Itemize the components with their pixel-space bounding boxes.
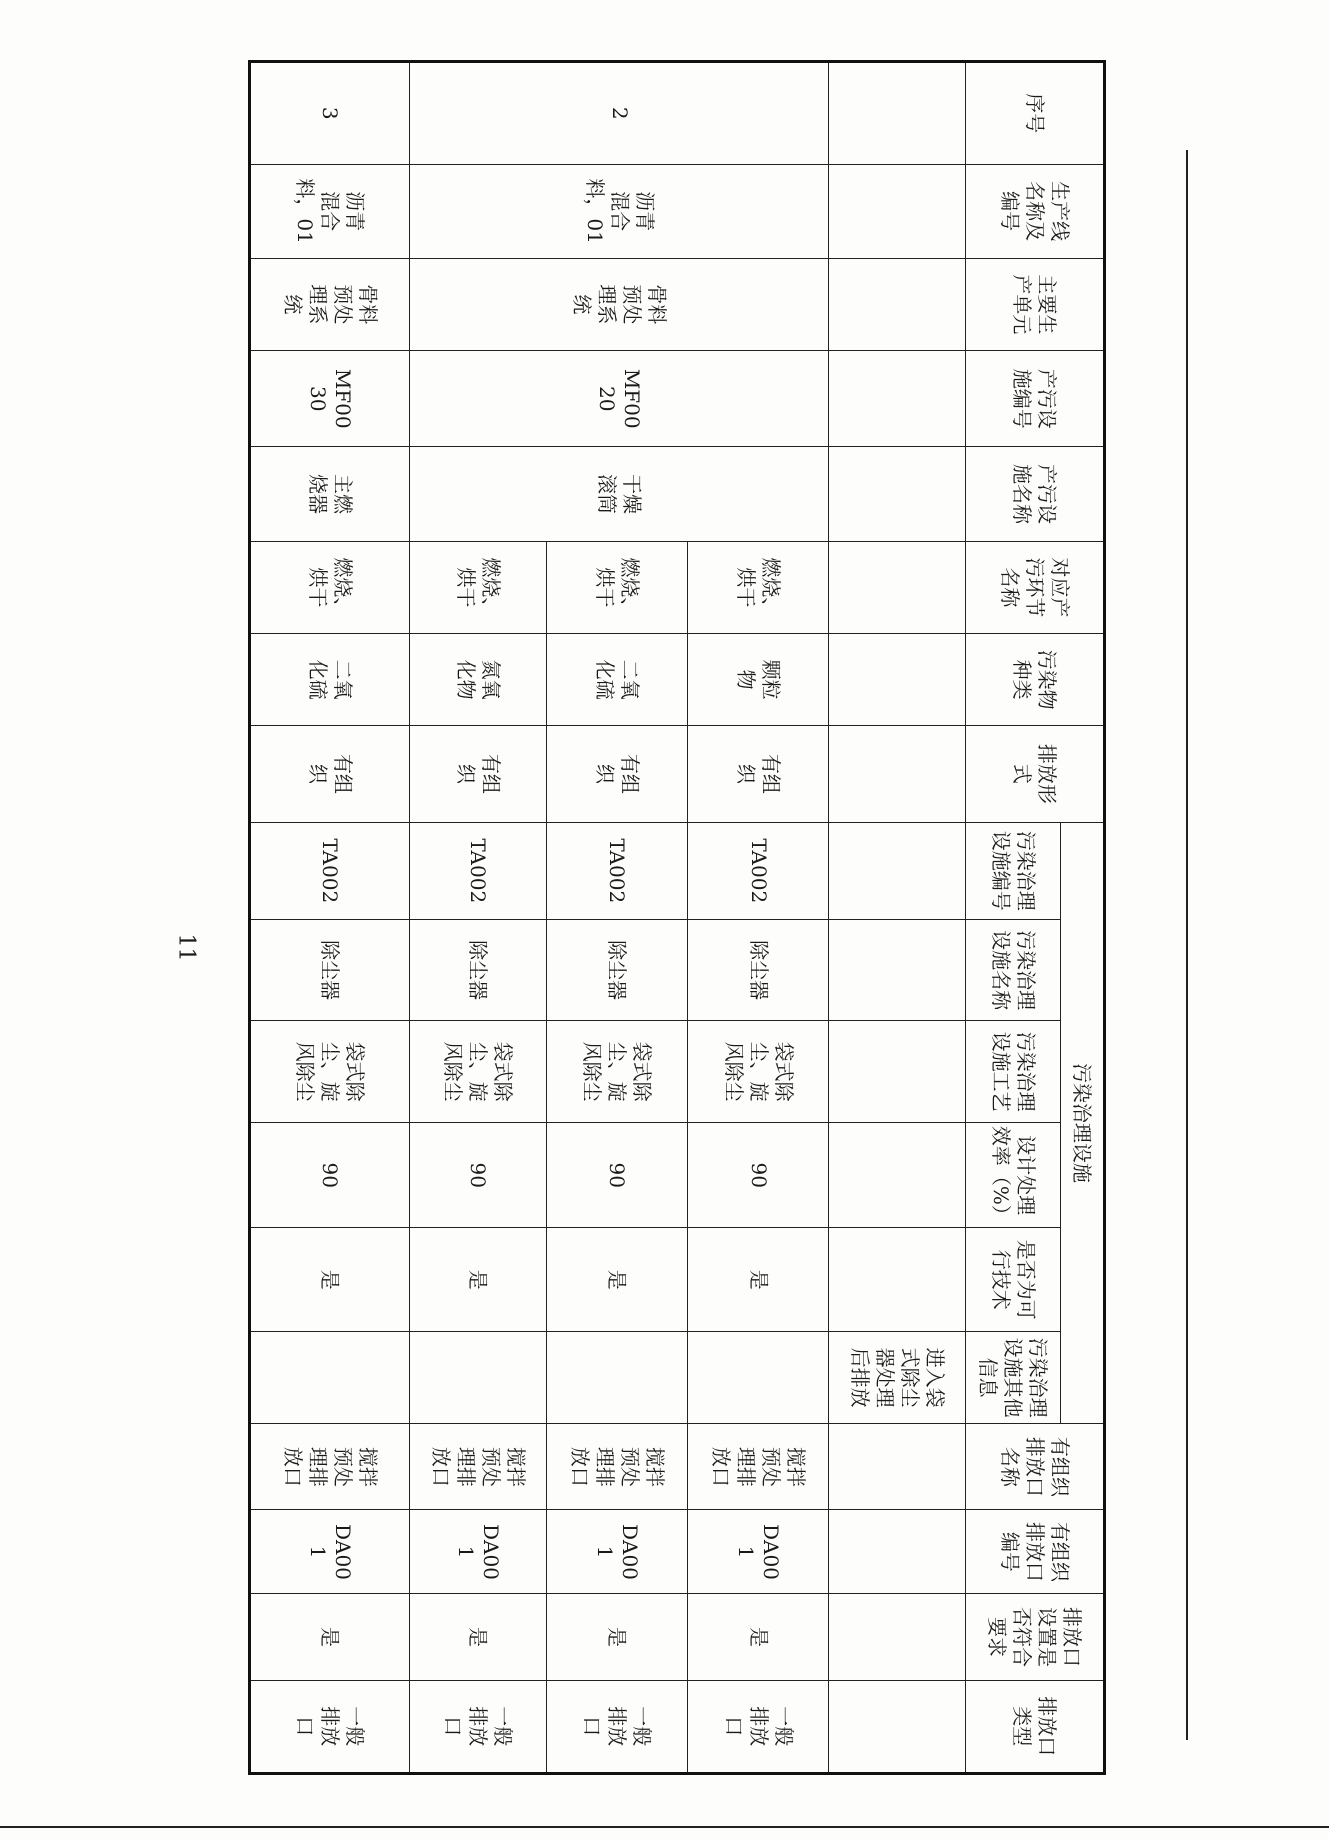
cell-outlet-type: 一般 排放 口 [546,1680,687,1773]
cell-outlet-ok: 是 [250,1594,410,1680]
hdr-emit-form: 排放形 式 [965,726,1104,822]
hdr-t-id: 污染治理 设施编号 [965,822,1060,919]
cell-link: 燃烧、 烘干 [250,541,410,633]
cell-pollutant: 二氧 化硫 [546,633,687,725]
hdr-fac-id: 产污设 施编号 [965,351,1104,447]
cell-t-process: 袋式除 尘、旋 风除尘 [687,1021,828,1122]
table-row [687,62,828,1774]
hdr-line: 生产线 名称及 编号 [965,164,1104,258]
hdr-outlet-type: 排放口 类型 [965,1680,1104,1773]
cell-outlet-ok: 是 [409,1594,546,1680]
hdr-t-feasible: 是否为可 行技术 [965,1228,1060,1332]
cell-outlet-name: 搅拌 预处 理排 放口 [687,1424,828,1510]
cell-emit-form: 有组 织 [250,726,410,822]
hdr-link: 对应产 污环节 名称 [965,541,1104,633]
cell-outlet-id: DA00 1 [546,1510,687,1594]
cell-t-id: TA002 [250,822,410,919]
cell-outlet-type: 一般 排放 口 [687,1680,828,1773]
hdr-pollutant: 污染物 种类 [965,633,1104,725]
cell-outlet-id: DA00 1 [250,1510,410,1594]
hdr-outlet-name: 有组织 排放口 名称 [965,1424,1104,1510]
cell-pollutant: 二氧 化硫 [250,633,410,725]
cell-outlet-id: DA00 1 [687,1510,828,1594]
cell-seq: 2 [409,62,828,165]
cell-t-other: 进入袋 式除尘 器处理 后排放 [829,1332,966,1424]
cell-fac-name: 主燃 烧器 [250,447,410,541]
cell-t-feasible: 是 [546,1228,687,1332]
cell-t-process: 袋式除 尘、旋 风除尘 [250,1021,410,1122]
cell-t-eff: 90 [250,1122,410,1228]
cell-unit: 骨料 预处 理系 统 [250,258,410,350]
cell-link: 燃烧、 烘干 [687,541,828,633]
cell-unit: 骨料 预处 理系 统 [409,258,828,350]
cell-outlet-type: 一般 排放 口 [409,1680,546,1773]
cell-line: 沥青 混合 料，01 [409,164,828,258]
cell-t-feasible: 是 [250,1228,410,1332]
cell-fac-id: MF00 20 [409,351,828,447]
rotated-table-wrapper [248,60,1106,1775]
cell-t-name: 除尘器 [250,919,410,1020]
hdr-t-process: 污染治理 设施工艺 [965,1021,1060,1122]
cell-t-name: 除尘器 [409,919,546,1020]
table-row [250,62,410,1774]
cell-t-id: TA002 [409,822,546,919]
top-rule [1186,150,1188,1740]
cell-t-name: 除尘器 [546,919,687,1020]
cell-fac-id: MF00 30 [250,351,410,447]
hdr-outlet-id: 有组织 排放口 编号 [965,1510,1104,1594]
cell-emit-form: 有组 织 [687,726,828,822]
hdr-seq: 序号 [965,62,1104,165]
cell-pollutant: 颗粒 物 [687,633,828,725]
cell-t-eff: 90 [687,1122,828,1228]
hdr-t-eff: 设计处理 效率（%） [965,1122,1060,1228]
cell-t-process: 袋式除 尘、旋 风除尘 [409,1021,546,1122]
cell-outlet-ok: 是 [546,1594,687,1680]
cell-fac-name: 干燥 滚筒 [409,447,828,541]
cell-link: 燃烧、 烘干 [546,541,687,633]
cell-t-feasible: 是 [687,1228,828,1332]
bottom-rule [0,1826,1329,1828]
cell-outlet-name: 搅拌 预处 理排 放口 [409,1424,546,1510]
cell-emit-form: 有组 织 [546,726,687,822]
cell-seq: 3 [250,62,410,165]
cell-t-eff: 90 [546,1122,687,1228]
cell-t-feasible: 是 [409,1228,546,1332]
pollution-facility-table [248,60,1106,1775]
cell-line: 沥青 混合 料，01 [250,164,410,258]
cell-t-id: TA002 [546,822,687,919]
cell-t-id: TA002 [687,822,828,919]
cell-emit-form: 有组 织 [409,726,546,822]
hdr-t-other: 污染治理 设施其他 信息 [965,1332,1060,1424]
page-number: 11 [173,933,199,962]
cell-outlet-type: 一般 排放 口 [250,1680,410,1773]
hdr-fac-name: 产污设 施名称 [965,447,1104,541]
table-row [829,62,966,1774]
cell-t-name: 除尘器 [687,919,828,1020]
cell-pollutant: 氮氧 化物 [409,633,546,725]
cell-t-eff: 90 [409,1122,546,1228]
cell-outlet-name: 搅拌 预处 理排 放口 [546,1424,687,1510]
hdr-unit: 主要生 产单元 [965,258,1104,350]
cell-link: 燃烧、 烘干 [409,541,546,633]
cell-t-process: 袋式除 尘、旋 风除尘 [546,1021,687,1122]
hdr-t-name: 污染治理 设施名称 [965,919,1060,1020]
hdr-treatment-group: 污染治理设施 [1060,822,1104,1424]
cell-outlet-name: 搅拌 预处 理排 放口 [250,1424,410,1510]
hdr-outlet-ok: 排放口 设置是 否符合 要求 [965,1594,1104,1680]
cell-outlet-id: DA00 1 [409,1510,546,1594]
cell-outlet-ok: 是 [687,1594,828,1680]
